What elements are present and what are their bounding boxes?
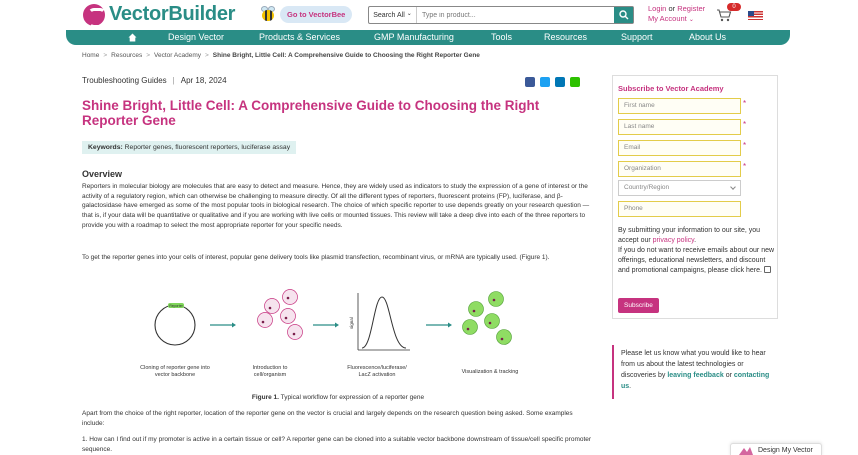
organization-field[interactable]: Organization [618,161,741,177]
breadcrumb-vector-academy[interactable]: Vector Academy [154,52,201,59]
required-mark: * [743,141,747,150]
figure-step-1: Cloning of reporter gene into vector backbone [140,365,210,378]
my-account-menu[interactable] [648,14,705,25]
leaving-feedback-link[interactable]: leaving feedback [667,372,724,379]
fluorescent-cell [463,320,478,335]
search-icon [619,10,629,20]
feedback-box: Please let us know what you would like to hear from us about the latest technologies or discoveries by leaving feedback or contacting us. [612,345,778,399]
chevron-down-icon: ⌄ [688,17,694,23]
linkedin-icon[interactable] [555,77,565,87]
fluorescent-cell [485,314,500,329]
consent-text-1: By submitting your information to our site, you accept our [618,227,761,244]
required-mark: * [743,99,747,108]
fluorescent-cell [489,292,504,307]
us-flag-icon[interactable] [748,11,763,20]
plasmid-circle [155,305,195,345]
wechat-icon[interactable] [570,77,580,87]
breadcrumb-separator: > [205,52,209,59]
breadcrumb-home[interactable]: Home [82,52,100,59]
figure-1 [120,285,540,390]
home-icon[interactable] [128,33,137,42]
last-name-field[interactable]: Last name [618,119,741,135]
cell [288,325,303,340]
search-bar [368,6,634,24]
nav-gmp-manufacturing[interactable]: GMP Manufacturing [374,32,454,42]
plasmid-tag: Reporter [169,304,183,308]
register-link[interactable]: Register [677,4,706,13]
feedback-text-2: or [725,372,732,379]
search-category-label: Search All [373,11,405,19]
search-input[interactable] [417,7,614,23]
vectorbee-button[interactable] [258,5,352,23]
keywords-value: Reporter genes, fluorescent reporters, luciferase assay [124,144,291,151]
breadcrumb-resources[interactable]: Resources [111,52,143,59]
cell [281,309,296,324]
country-select-label: Country/Region [624,184,670,191]
facebook-icon[interactable] [525,77,535,87]
cart-count-badge: 0 [727,3,741,11]
phone-field[interactable]: Phone [618,201,741,217]
or-text: or [668,4,676,13]
privacy-policy-link[interactable]: privacy policy [652,237,695,244]
feedback-text-1: Please let us know what you would like to hear from us about the latest technologies or discoveries by [621,350,766,379]
subscribe-consent-text: By submitting your information to our site, you accept our privacy policy. If you do not want to receive emails about our new offerings, educational newsletters, and discount and promotional campaigns, please click here. [618,227,775,274]
twitter-icon[interactable] [540,77,550,87]
cell [258,313,273,328]
vectorbuilder-logo[interactable] [83,3,235,26]
my-account-label: My Account [648,14,687,23]
paragraph-4: 1. How can I find out if my promoter is active in a certain tissue or cell? A reporter gene can be cloned into a suitable vector backbone downstream of tissue/cell specific promoter sequence. [82,436,592,453]
logo-text: VectorBuilder [109,3,236,25]
logo-icon [83,4,105,26]
account-area [648,4,705,25]
site-header [0,0,858,30]
nav-design-vector[interactable]: Design Vector [168,32,225,42]
paragraph-3: Apart from the choice of the right reporter, location of the reporter gene on the vector is crucial and largely depends on the research question being asked. Some examples include: [82,410,573,427]
overview-paragraph-2: To get the reporter genes into your cells of interest, popular gene delivery tools like plasmid transfection, recombinant virus, or mRNA are typically used. (Figure 1). [82,254,550,261]
share-icons [525,77,580,87]
keywords-label: Keywords: [88,144,123,151]
signal-peak [362,297,406,348]
design-my-vector-label: Design My Vector [758,447,813,454]
subscribe-title: Subscribe to Vector Academy [618,84,724,93]
country-select[interactable] [618,180,741,196]
article-date: Apr 18, 2024 [180,76,227,85]
required-mark: * [743,120,747,129]
figure-caption-text: Typical workflow for expression of a reporter gene [280,394,425,401]
figure-step-4: Visualization & tracking [461,369,519,375]
chevron-down-icon: ⌄ [406,10,412,17]
search-button[interactable] [614,7,633,23]
article-meta: Troubleshooting Guides | Apr 18, 2024 [82,76,227,85]
fluorescent-cell [469,302,484,317]
login-link[interactable]: Login [648,4,667,13]
signal-axis-label: signal [349,317,354,329]
figure-step-2: Introduction to cell/organism [252,365,288,378]
breadcrumb [82,52,480,59]
nav-tools[interactable]: Tools [491,32,513,42]
design-my-vector-tab[interactable] [730,443,822,455]
figure-caption-label: Figure 1. [251,394,279,401]
subscribe-button[interactable]: Subscribe [618,298,659,313]
fluorescent-cell [497,330,512,345]
nav-products-services[interactable]: Products & Services [259,32,341,42]
keywords-box [82,141,296,154]
overview-paragraph-1: Reporters in molecular biology are molecules that are easy to detect and measure. Hence, they are widely used as indicators to study the expression of a gene of interest or the activity of a regulatory region, which can otherwise be challenging to measure directly. Of all the different types of reporters, fluorescent proteins (FP), luciferase, and β-galactosidase have emerged as some of the most popular tools in biological research. The choice of which specific reporter to use depends greatly on your research question — that is, if your data will be quantitative or qualitative and if you are working with live cells or mounted tissues. This review will take a deep dive into each of the three reporters to provide you with a roadmap to select the most appropriate reporter for your specific needs. [82,183,590,229]
opt-out-checkbox[interactable] [764,266,771,273]
overview-heading: Overview [82,169,123,179]
article-title: Shine Bright, Little Cell: A Comprehensive Guide to Choosing the Right Reporter Gene [82,98,540,128]
article-category[interactable]: Troubleshooting Guides [82,76,167,85]
required-mark: * [743,162,747,171]
main-nav [66,30,790,45]
figure-caption [82,394,594,401]
workflow-diagram [120,285,540,365]
nav-about-us[interactable]: About Us [689,32,727,42]
consent-text-2: If you do not want to receive emails about our new offerings, educational newsletters, and discount and promotional campaigns, please click here. [618,247,775,274]
nav-support[interactable]: Support [621,32,653,42]
breadcrumb-separator: > [103,52,108,59]
bee-icon [258,5,278,23]
breadcrumb-current: Shine Bright, Little Cell: A Comprehensive Guide to Choosing the Right Reporter Gene [212,52,480,59]
first-name-field[interactable]: First name [618,98,741,114]
search-category-select[interactable] [369,7,417,23]
nav-resources[interactable]: Resources [544,32,588,42]
subscribe-form [612,75,778,319]
figure-step-3: Fluorescence/luciferase/ LacZ activation [347,365,407,378]
contacting-us-link[interactable]: contacting us [621,372,770,390]
email-field[interactable]: Email [618,140,741,156]
cell [265,299,280,314]
cell [283,290,298,305]
breadcrumb-separator: > [146,52,151,59]
vector-design-icon [738,446,754,455]
vectorbee-label: Go to VectorBee [280,6,352,23]
chevron-down-icon [730,184,736,190]
